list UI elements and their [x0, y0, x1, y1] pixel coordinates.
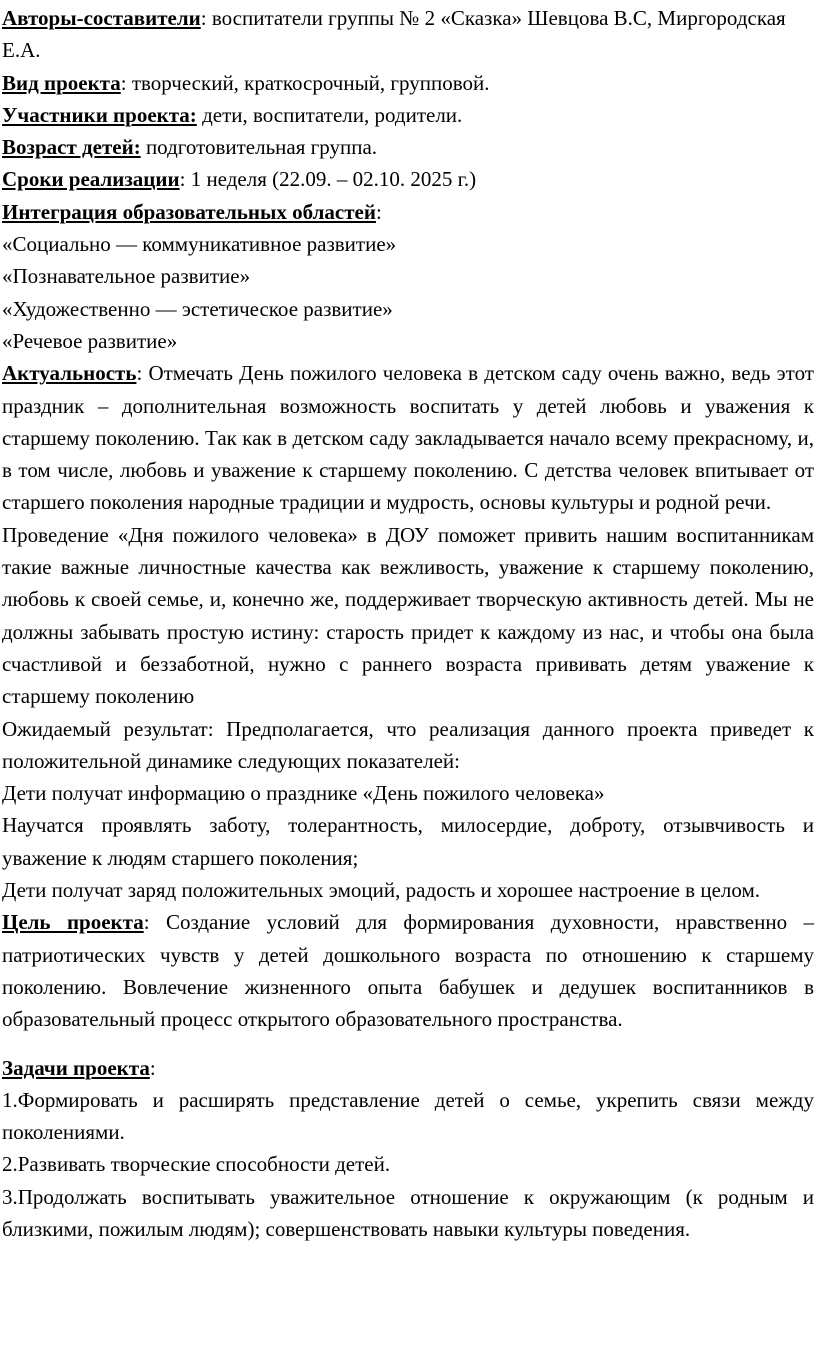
relevance-text: : Отмечать День пожилого человека в детском саду очень важно, ведь этот праздник – дополнительная возможность воспитать у детей любовь и уважения к старшему поколению. Так как в детском саду закладывается начало всему прекрасному, и, в том числе, любовь и уважение к старшему поколению. С детства человек впитывает от старшего поколения народные традиции и мудрость, основы культуры и родной речи.: [2, 361, 814, 515]
authors-line: [2, 2, 814, 67]
results-item: Научатся проявлять заботу, толерантность, милосердие, доброту, отзывчивость и уважение к людям старшего поколения;: [2, 813, 814, 870]
integration-line: [2, 196, 814, 228]
project-type-text: : творческий, краткосрочный, групповой.: [120, 70, 490, 95]
project-type-label: Вид проекта: [2, 70, 121, 95]
dates-text: : 1 неделя (22.09. – 02.10. 2025 г.): [179, 167, 477, 192]
task-item: 1.Формировать и расширять представление детей о семье, укрепить связи между поколениями.: [2, 1087, 814, 1145]
participants-text: дети, воспитатели, родители.: [196, 102, 463, 127]
integration-area-item: «Социально — коммуникативное развитие»: [2, 232, 397, 257]
integration-text: :: [375, 199, 382, 224]
results-intro: Ожидаемый результат: Предполагается, что реализация данного проекта приведет к положительной динамике следующих показателей:: [2, 716, 814, 773]
task-item: 3.Продолжать воспитывать уважительное отношение к окружающим (к родным и близкими, пожилым людям); совершенствовать навыки культуры поведения.: [2, 1184, 814, 1241]
integration-area-item: «Познавательное развитие»: [2, 264, 251, 289]
dates-label: Сроки реализации: [2, 167, 180, 192]
age-line: [2, 131, 814, 163]
results-item: Дети получат заряд положительных эмоций, радость и хорошее настроение в целом.: [2, 878, 761, 903]
goal-label: Цель проекта: [2, 910, 144, 935]
section-spacer: [2, 1036, 814, 1052]
goal-text: : Создание условий для формирования духовности, нравственно – патриотических чувств у детей дошкольного возраста по отношению к старшему поколению. Вовлечение жизненного опыта бабушек и дедушек воспитанников в образовательный процесс открытого образовательного пространства.: [2, 910, 814, 1032]
tasks-label: Задачи проекта: [2, 1055, 150, 1080]
participants-line: [2, 99, 814, 131]
authors-label: Авторы-составители: [2, 6, 201, 30]
project-type-line: [2, 67, 814, 99]
relevance-label: Актуальность: [2, 361, 137, 386]
results-item: Дети получат информацию о празднике «День пожилого человека»: [2, 781, 605, 806]
integration-label: Интеграция образовательных областей: [2, 199, 376, 224]
dates-line: [2, 163, 814, 195]
age-text: подготовительная группа.: [140, 135, 378, 160]
relevance-paragraph-2: Проведение «Дня пожилого человека» в ДОУ поможет привить нашим воспитанникам такие важные личностные качества как вежливость, уважение к старшему поколению, любовь к своей семье, и, конечно же, поддерживает творческую активность детей. Мы не должны забывать простую истину: старость придет к каждому из нас, и чтобы она была счастливой и беззаботной, нужно с раннего возраста прививать детям уважение к старшему поколению: [2, 522, 814, 709]
tasks-heading: [2, 1052, 814, 1084]
goal-paragraph: [2, 906, 814, 1035]
integration-area-item: «Речевое развитие»: [2, 328, 178, 353]
task-item: 2.Развивать творческие способности детей.: [2, 1152, 391, 1177]
participants-label: Участники проекта:: [2, 102, 197, 127]
tasks-text: :: [149, 1055, 156, 1080]
authors-text: : воспитатели группы № 2 «Сказка» Шевцова В.С, Миргородская Е.А.: [2, 6, 786, 63]
integration-area-item: «Художественно — эстетическое развитие»: [2, 296, 393, 321]
relevance-paragraph: [2, 357, 814, 518]
age-label: Возраст детей:: [2, 135, 141, 160]
